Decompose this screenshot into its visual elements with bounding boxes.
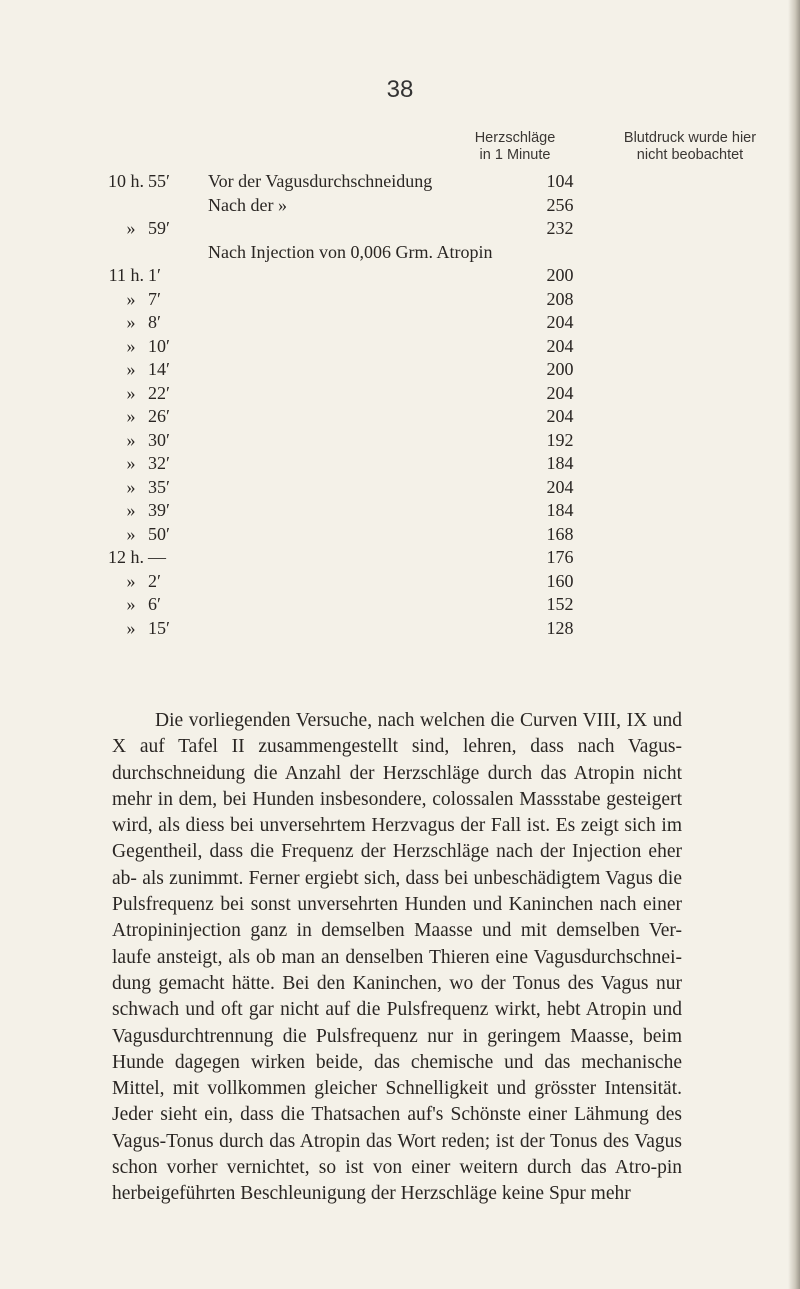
row-ditto-mark: » [126,570,136,591]
row-ditto-mark: » [126,453,136,473]
row-minute: 10′ [148,335,170,356]
row-heart-beats-value: 204 [546,382,574,403]
row-ditto-mark: » [126,312,136,332]
table-row [0,547,800,571]
table-row [0,430,800,454]
column-header-heart-beats [455,130,575,164]
row-minute: — [148,547,166,567]
table-row [0,265,800,289]
column-header-bp-line1: Blutdruck wurde hier [623,130,757,146]
row-minute: 6′ [148,594,161,614]
table-row [0,594,800,618]
row-note: Vor der Vagusdurchschneidung [208,171,433,191]
row-ditto-mark: » [126,288,136,309]
row-heart-beats-value: 152 [546,594,574,614]
table-row [0,524,800,548]
row-ditto-mark: » [126,359,136,379]
row-minute: 26′ [148,406,170,426]
row-minute: 32′ [148,453,170,473]
row-heart-beats-value: 104 [546,171,574,191]
row-minute: 55′ [148,171,170,191]
row-heart-beats-value: 200 [546,359,574,379]
row-heart-beats-value: 256 [546,194,574,215]
row-heart-beats-value: 200 [546,265,574,285]
row-heart-beats-value: 184 [546,500,574,520]
column-header-bp-line2: nicht beobachtet [636,147,744,163]
row-note: Nach Injection von 0,006 Grm. Atropin [208,241,493,262]
table-row [0,453,800,477]
column-header-blood-pressure [590,130,790,164]
table-row [0,359,800,383]
row-minute: 30′ [148,429,170,450]
row-heart-beats-value: 192 [546,429,574,450]
row-minute: 14′ [148,359,170,379]
table-row [0,195,800,219]
row-heart-beats-value: 204 [546,312,574,332]
row-heart-beats-value: 128 [546,617,574,638]
row-note: Nach der » [208,194,287,215]
row-minute: 1′ [148,265,161,285]
table-row [0,406,800,430]
table-row [0,336,800,360]
row-heart-beats-value: 232 [546,218,574,238]
column-header-beats-line1: Herzschläge [474,130,556,146]
row-heart-beats-value: 208 [546,288,574,309]
table-row [0,618,800,642]
row-ditto-mark: » [126,594,136,614]
row-ditto-mark: » [126,500,136,520]
row-heart-beats-value: 184 [546,453,574,473]
table-row [0,242,800,266]
table-row [0,477,800,501]
row-heart-beats-value: 204 [546,406,574,426]
table-row [0,289,800,313]
page-number: 38 [386,76,414,103]
row-ditto-mark: » [126,476,136,497]
row-heart-beats-value: 204 [546,476,574,497]
row-heart-beats-value: 160 [546,570,574,591]
table-row [0,312,800,336]
table-row [0,171,800,195]
row-minute: 50′ [148,523,170,544]
row-minute: 15′ [148,617,170,638]
row-hour: 10 h. [108,171,144,191]
table-row [0,500,800,524]
row-hour: 11 h. [108,265,144,285]
row-minute: 39′ [148,500,170,520]
row-heart-beats-value: 204 [546,335,574,356]
row-ditto-mark: » [126,617,136,638]
row-minute: 7′ [148,288,161,309]
page-edge-shadow [788,0,800,1289]
row-heart-beats-value: 176 [546,547,574,567]
body-paragraph: Die vorliegenden Versuche, nach welchen die Curven VIII, IX und X auf Tafel II zusammengestellt sind, lehren, dass nach Vagus-durchschneidung die Anzahl der Herzschläge durch das Atropin nicht mehr in dem, bei Hunden insbesondere, colossalen Massstabe gesteigert wird, als diess bei unversehrtem Herzvagus der Fall ist. Es zeigt sich im Gegentheil, dass die Frequenz der Herzschläge nach der Injection eher ab- als zunimmt. Ferner ergiebt sich, dass bei unbeschädigtem Vagus die Pulsfrequenz bei sonst unversehrten Hunden und Kaninchen nach einer Atropininjection ganz in demselben Maasse und mit demselben Ver-laufe ansteigt, als ob man an denselben Thieren eine Vagusdurchschnei-dung gemacht hätte. Bei den Kaninchen, wo der Tonus des Vagus nur schwach und oft gar nicht auf die Pulsfrequenz wirkt, hebt Atropin und Vagusdurchtrennung die Pulsfrequenz nur in geringem Maasse, beim Hunde dagegen wirken beide, das chemische und das mechanische Mittel, mit vollkommen gleicher Schnelligkeit und grösster Intensität. Jeder sieht ein, dass die Thatsachen auf's Schönste einer Lähmung des Vagus-Tonus durch das Atropin das Wort reden; ist der Tonus des Vagus schon vorher vernichtet, so ist von einer weitern durch das Atro-pin herbeigeführten Beschleunigung der Herzschläge keine Spur mehr [112,710,682,1205]
row-ditto-mark: » [126,218,136,238]
row-minute: 8′ [148,312,161,332]
row-minute: 22′ [148,382,170,403]
row-minute: 59′ [148,218,170,238]
table-row [0,218,800,242]
row-ditto-mark: » [126,335,136,356]
row-heart-beats-value: 168 [546,523,574,544]
row-ditto-mark: » [126,523,136,544]
table-row [0,383,800,407]
row-ditto-mark: » [126,382,136,403]
row-hour: 12 h. [108,547,144,567]
row-minute: 35′ [148,476,170,497]
table-row [0,571,800,595]
measurement-table [0,171,800,641]
row-ditto-mark: » [126,406,136,426]
row-ditto-mark: » [126,429,136,450]
row-minute: 2′ [148,570,161,591]
column-header-beats-line2: in 1 Minute [479,147,551,163]
